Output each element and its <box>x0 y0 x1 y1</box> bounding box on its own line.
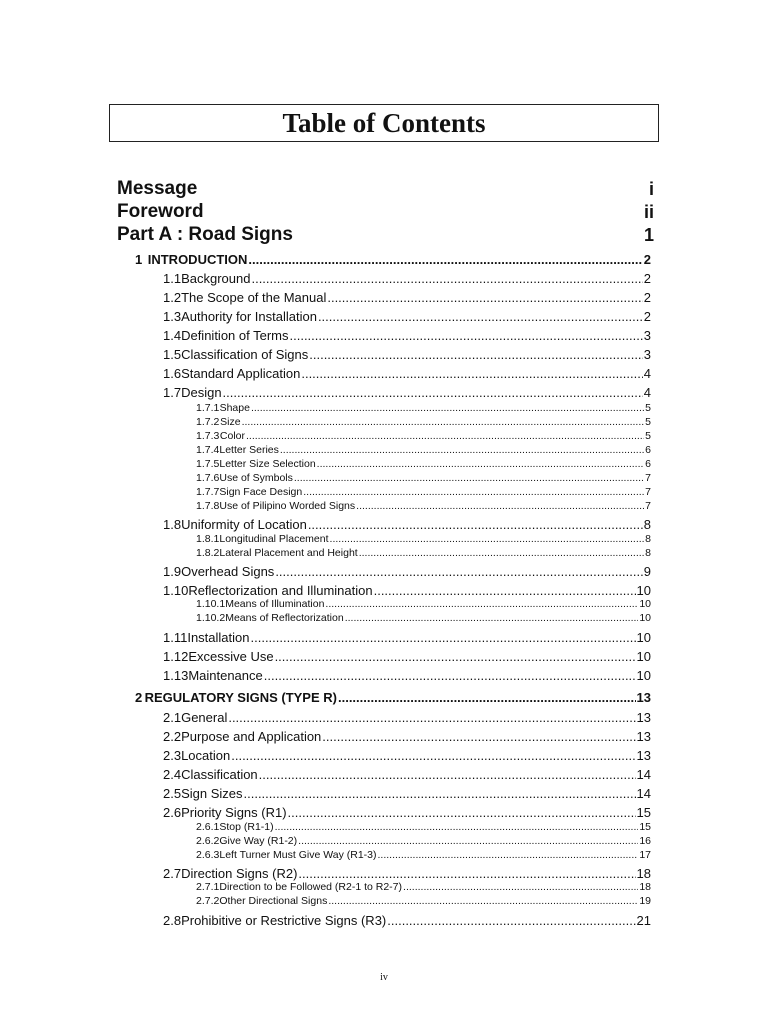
toc-entry-page: 15 <box>636 805 651 820</box>
toc-entry-number: 1.2 <box>163 290 182 305</box>
dot-leader <box>322 729 635 744</box>
toc-entry-page: 13 <box>636 690 651 705</box>
toc-entry-page: 5 <box>645 416 651 428</box>
toc-entry-page: 2 <box>643 309 651 324</box>
toc-entry-page: 2 <box>643 271 651 286</box>
toc-entry-label: Installation <box>187 630 250 645</box>
toc-entry-label: Background <box>181 271 251 286</box>
toc-entry-number: 1.7.1 <box>196 402 220 414</box>
toc-entry-page: 2 <box>643 252 651 267</box>
dot-leader <box>298 866 635 881</box>
dot-leader <box>275 821 639 833</box>
toc-entry-number: 2.2 <box>163 729 182 744</box>
toc-major-page: 1 <box>643 225 654 245</box>
toc-entry-label: Classification of Signs <box>181 347 309 362</box>
toc-entry-number: 1.7.5 <box>196 458 220 470</box>
dot-leader <box>290 328 643 343</box>
toc-entry-number: 2.8 <box>163 913 182 928</box>
toc-entry-label: The Scope of the Manual <box>181 290 327 305</box>
dot-leader <box>309 347 643 362</box>
toc-entry[interactable] <box>135 252 651 267</box>
toc-entry-label: Means of Illumination <box>225 598 325 610</box>
toc-entry-number: 1.8.2 <box>196 547 220 559</box>
toc-major-message[interactable] <box>117 178 654 200</box>
toc-entry-page: 10 <box>636 668 651 683</box>
toc-entry[interactable] <box>163 748 651 763</box>
toc-entry-label: Standard Application <box>181 366 301 381</box>
toc-entry-label: Prohibitive or Restrictive Signs (R3) <box>181 913 387 928</box>
toc-major-page: i <box>648 179 654 199</box>
toc-entry[interactable] <box>196 533 651 545</box>
dot-leader <box>403 881 638 893</box>
toc-entry-label: Use of Pilipino Worded Signs <box>219 500 356 512</box>
toc-entry-page: 5 <box>645 430 651 442</box>
toc-entry-page: 17 <box>639 849 651 861</box>
toc-entry-label: Purpose and Application <box>181 729 322 744</box>
dot-leader <box>242 416 645 428</box>
toc-entry[interactable] <box>163 729 651 744</box>
toc-entry-label: Design <box>181 385 222 400</box>
dot-leader <box>264 668 636 683</box>
dot-leader <box>298 835 638 847</box>
toc-entry-number: 2.3 <box>163 748 182 763</box>
toc-entry-label: Overhead Signs <box>181 564 275 579</box>
toc-entry-number: 1.10 <box>163 583 189 598</box>
dot-leader <box>378 849 639 861</box>
dot-leader <box>251 630 636 645</box>
toc-entry[interactable] <box>196 598 651 610</box>
dot-leader <box>231 748 635 763</box>
toc-entry-label: Classification <box>181 767 258 782</box>
toc-entry[interactable] <box>196 430 651 442</box>
toc-entry[interactable] <box>196 547 651 559</box>
toc-entry[interactable] <box>163 328 651 343</box>
toc-entry-number: 2.6.2 <box>196 835 220 847</box>
toc-entry-label: Definition of Terms <box>181 328 289 343</box>
toc-entry-number: 2.6.3 <box>196 849 220 861</box>
toc-entry[interactable] <box>196 402 651 414</box>
toc-entry-number: 2.4 <box>163 767 182 782</box>
dot-leader <box>294 472 644 484</box>
toc-entry-label: Shape <box>219 402 250 414</box>
dot-leader <box>248 252 642 267</box>
toc-entry-page: 7 <box>645 486 651 498</box>
toc-entry[interactable] <box>163 913 651 928</box>
dot-leader <box>244 786 636 801</box>
toc-entry-page: 4 <box>643 366 651 381</box>
toc-title-box <box>109 104 659 142</box>
toc-entry-label: Longitudinal Placement <box>219 533 329 545</box>
dot-leader <box>359 547 644 559</box>
toc-entry-page: 4 <box>643 385 651 400</box>
toc-entry-number: 2.7 <box>163 866 182 881</box>
toc-major-foreword[interactable] <box>117 201 654 223</box>
toc-entry-number: 2.1 <box>163 710 182 725</box>
toc-entry-label: Lateral Placement and Height <box>219 547 358 559</box>
toc-major-label: Message <box>117 178 198 199</box>
toc-entry[interactable] <box>163 767 651 782</box>
toc-entry-number: 1.11 <box>163 630 188 645</box>
dot-leader <box>246 430 644 442</box>
toc-entry[interactable] <box>196 895 651 907</box>
toc-entry-label: Sign Sizes <box>181 786 243 801</box>
dot-leader <box>259 767 636 782</box>
toc-entry[interactable] <box>196 458 651 470</box>
toc-entry-page: 18 <box>636 866 651 881</box>
toc-major-part-a[interactable] <box>117 224 654 246</box>
toc-entry[interactable] <box>163 385 651 400</box>
toc-entry-page: 3 <box>643 328 651 343</box>
dot-leader <box>328 895 638 907</box>
toc-major-label: Foreword <box>117 201 204 222</box>
toc-entry-page: 18 <box>639 881 651 893</box>
toc-entry[interactable] <box>163 271 651 286</box>
toc-entry-page: 10 <box>636 649 651 664</box>
toc-entry-page: 10 <box>639 598 651 610</box>
toc-entry-label: Reflectorization and Illumination <box>188 583 373 598</box>
dot-leader <box>327 290 642 305</box>
toc-entry[interactable] <box>196 821 651 833</box>
toc-entry-page: 8 <box>643 517 651 532</box>
toc-entry-page: 15 <box>639 821 651 833</box>
toc-entry[interactable] <box>163 668 651 683</box>
toc-entry-label: REGULATORY SIGNS (TYPE R) <box>144 690 337 705</box>
toc-entry-number: 1 <box>135 252 143 267</box>
toc-entry-label: Excessive Use <box>188 649 274 664</box>
toc-entry-label: Color <box>219 430 245 442</box>
toc-entry-label: Direction to be Followed (R2-1 to R2-7) <box>219 881 403 893</box>
toc-entry-label: Size <box>220 416 241 428</box>
toc-major-label: Part A : Road Signs <box>117 224 293 245</box>
toc-entry-number: 1.7.4 <box>196 444 220 456</box>
toc-entry[interactable] <box>163 366 651 381</box>
dot-leader <box>303 486 644 498</box>
dot-leader <box>223 385 643 400</box>
toc-entry-number: 1.13 <box>163 668 189 683</box>
page-title: Table of Contents <box>282 107 486 138</box>
toc-entry-label: Letter Series <box>219 444 279 456</box>
toc-entry-page: 7 <box>645 472 651 484</box>
toc-entry[interactable] <box>196 612 651 624</box>
toc-entry[interactable] <box>163 649 651 664</box>
dot-leader <box>330 533 645 545</box>
toc-entry-page: 21 <box>636 913 651 928</box>
toc-entry[interactable] <box>163 710 651 725</box>
toc-entry-number: 2.5 <box>163 786 182 801</box>
toc-entry-label: Authority for Installation <box>181 309 317 324</box>
toc-entry-number: 1.10.2 <box>196 612 226 624</box>
toc-entry-number: 1.5 <box>163 347 182 362</box>
dot-leader <box>317 458 644 470</box>
dot-leader <box>387 913 635 928</box>
toc-entry-page: 13 <box>636 748 651 763</box>
dot-leader <box>275 564 642 579</box>
toc-entry-number: 2.7.2 <box>196 895 220 907</box>
toc-entry[interactable] <box>163 517 651 532</box>
dot-leader <box>301 366 642 381</box>
toc-entry-label: General <box>181 710 228 725</box>
toc-entry-number: 1.10.1 <box>196 598 226 610</box>
toc-entry[interactable] <box>163 564 651 579</box>
toc-entry-label: Priority Signs (R1) <box>181 805 287 820</box>
toc-entry-page: 10 <box>636 630 651 645</box>
toc-entry-label: Direction Signs (R2) <box>181 866 298 881</box>
toc-entry-number: 1.6 <box>163 366 182 381</box>
toc-entry-number: 1.3 <box>163 309 182 324</box>
toc-entry-number: 2.6.1 <box>196 821 220 833</box>
toc-entry-page: 10 <box>636 583 651 598</box>
toc-entry-number: 1.7.3 <box>196 430 220 442</box>
toc-entry-page: 14 <box>636 786 651 801</box>
dot-leader <box>275 649 636 664</box>
toc-entry-page: 8 <box>645 533 651 545</box>
toc-entry-label: Use of Symbols <box>219 472 293 484</box>
toc-entry-page: 14 <box>636 767 651 782</box>
toc-entry-page: 19 <box>639 895 651 907</box>
toc-entry[interactable] <box>196 500 651 512</box>
toc-entry-label: Letter Size Selection <box>219 458 316 470</box>
toc-entry-page: 10 <box>639 612 651 624</box>
toc-entry-number: 1.7 <box>163 385 182 400</box>
toc-entry-number: 1.7.6 <box>196 472 220 484</box>
toc-entry-page: 2 <box>643 290 651 305</box>
toc-entry-number: 1.7.2 <box>196 416 220 428</box>
toc-entry-page: 5 <box>645 402 651 414</box>
toc-entry-number: 1.8.1 <box>196 533 220 545</box>
toc-entry-number: 1.7.7 <box>196 486 220 498</box>
toc-entry-page: 6 <box>645 458 651 470</box>
toc-entry[interactable] <box>196 849 651 861</box>
toc-entry-page: 9 <box>643 564 651 579</box>
page-number-footer: iv <box>380 972 388 983</box>
toc-entry-number: 1.8 <box>163 517 182 532</box>
toc-entry-page: 6 <box>645 444 651 456</box>
toc-entry-number: 1.12 <box>163 649 189 664</box>
toc-entry-page: 13 <box>636 729 651 744</box>
toc-entry-page: 13 <box>636 710 651 725</box>
dot-leader <box>308 517 643 532</box>
dot-leader <box>374 583 636 598</box>
toc-entry-label: Left Turner Must Give Way (R1-3) <box>219 849 377 861</box>
dot-leader <box>338 690 636 705</box>
toc-entry-label: Sign Face Design <box>219 486 303 498</box>
toc-entry[interactable] <box>163 630 651 645</box>
dot-leader <box>356 500 644 512</box>
toc-entry-label: INTRODUCTION <box>147 252 248 267</box>
toc-entry-label: Other Directional Signs <box>219 895 328 907</box>
dot-leader <box>280 444 644 456</box>
toc-entry[interactable] <box>196 835 651 847</box>
toc-entry-label: Maintenance <box>188 668 263 683</box>
dot-leader <box>251 402 644 414</box>
toc-entry[interactable] <box>196 444 651 456</box>
toc-entry[interactable] <box>163 347 651 362</box>
toc-entry-label: Means of Reflectorization <box>225 612 344 624</box>
toc-major-page: ii <box>643 202 654 222</box>
toc-entry[interactable] <box>196 486 651 498</box>
dot-leader <box>288 805 636 820</box>
toc-entry[interactable] <box>196 881 651 893</box>
dot-leader <box>345 612 639 624</box>
toc-entry-label: Stop (R1-1) <box>219 821 274 833</box>
toc-entry[interactable] <box>163 309 651 324</box>
dot-leader <box>251 271 642 286</box>
toc-entry[interactable] <box>163 290 651 305</box>
toc-entry[interactable] <box>196 416 651 428</box>
toc-entry-number: 1.1 <box>163 271 182 286</box>
toc-entry-number: 1.4 <box>163 328 182 343</box>
toc-entry-number: 2.7.1 <box>196 881 220 893</box>
toc-entry[interactable] <box>163 786 651 801</box>
dot-leader <box>325 598 638 610</box>
dot-leader <box>318 309 643 324</box>
toc-entry-label: Give Way (R1-2) <box>219 835 298 847</box>
toc-entry-number: 2.6 <box>163 805 182 820</box>
toc-entry[interactable] <box>163 583 651 598</box>
toc-entry[interactable] <box>163 805 651 820</box>
toc-entry-label: Uniformity of Location <box>181 517 307 532</box>
toc-entry-number: 2 <box>135 690 143 705</box>
toc-entry-page: 3 <box>643 347 651 362</box>
toc-entry-number: 1.7.8 <box>196 500 220 512</box>
toc-entry-page: 8 <box>645 547 651 559</box>
toc-entry-label: Location <box>181 748 231 763</box>
toc-entry-page: 7 <box>645 500 651 512</box>
toc-entry-number: 1.9 <box>163 564 182 579</box>
toc-entry[interactable] <box>196 472 651 484</box>
dot-leader <box>228 710 635 725</box>
toc-entry[interactable] <box>163 866 651 881</box>
toc-entry-page: 16 <box>639 835 651 847</box>
toc-entry[interactable] <box>135 690 651 705</box>
